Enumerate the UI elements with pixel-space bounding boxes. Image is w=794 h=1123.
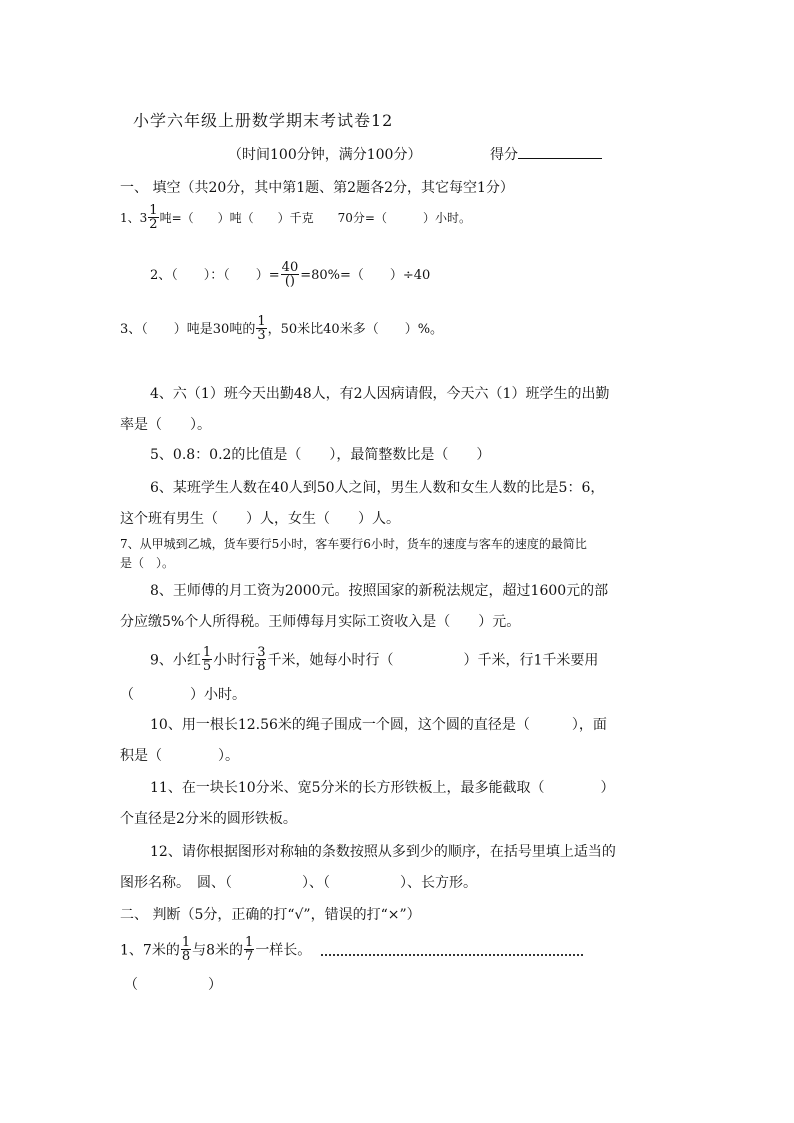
question-1-11-line2: 个直径是2分米的圆形铁板。 — [120, 811, 297, 827]
q3-part-b: ，50米比40米多（ ）%。 — [267, 322, 444, 337]
q2-1-part-c: 一样长。 — [255, 942, 312, 959]
frac-numerator: 1 — [202, 645, 212, 660]
q9-part-b: 小时行 — [213, 652, 256, 669]
frac-denominator: 2 — [149, 217, 158, 232]
frac-denominator: 8 — [257, 659, 266, 674]
score-label: 得分 — [490, 147, 518, 163]
frac-denominator: 3 — [257, 328, 266, 343]
frac-denominator: 7 — [245, 949, 254, 964]
fraction-1-8 — [181, 936, 191, 963]
q1-rest: 吨=（ ）吨（ ）千克 70分=（ ）小时。 — [159, 211, 471, 225]
question-2-1-answer[interactable]: （ ） — [124, 977, 222, 993]
q2-part-a: 2、（ ）：（ ）= — [150, 268, 280, 283]
question-1-8-line2: 分应缴5%个人所得税。王师傅每月实际工资收入是（ ）元。 — [120, 614, 521, 630]
question-1-9 — [150, 647, 598, 674]
question-1-3 — [120, 316, 443, 343]
question-1-9-line2: （ ）小时。 — [120, 687, 246, 703]
question-1-6-line1: 6、某班学生人数在40人到50人之间，男生人数和女生人数的比是5：6， — [150, 480, 605, 496]
question-1-7-line2: 是（ ）。 — [120, 556, 175, 570]
frac-denominator: () — [281, 274, 300, 288]
dotted-leader — [321, 946, 583, 956]
frac-denominator: 8 — [181, 949, 191, 964]
fraction-1-3 — [256, 315, 266, 342]
question-1-12-line1: 12、请你根据图形对称轴的条数按照从多到少的顺序，在括号里填上适当的 — [150, 844, 616, 860]
fraction-3-8 — [256, 646, 266, 673]
frac-numerator: 3 — [257, 645, 266, 660]
frac-numerator: 1 — [181, 935, 191, 950]
frac-numerator: 40 — [281, 260, 299, 275]
score-blank[interactable] — [518, 145, 602, 159]
question-1-4-line2: 率是（ ）。 — [120, 417, 211, 433]
q2-part-b: =80%=（ ）÷40 — [300, 268, 431, 283]
q2-1-part-a: 1、7米的 — [120, 942, 180, 959]
question-1-10-line1: 10、用一根长12.56米的绳子围成一个圆，这个圆的直径是（ ），面 — [150, 717, 607, 733]
question-1-11-line1: 11、在一块长10分米、宽5分米的长方形铁板上，最多能截取（ ） — [150, 780, 615, 796]
q1-prefix: 1、 — [120, 211, 140, 225]
q9-part-a: 9、小红 — [150, 652, 201, 669]
question-1-5: 5、0.8：0.2的比值是（ ），最简整数比是（ ） — [150, 447, 491, 463]
question-1-2 — [150, 262, 430, 289]
fraction-40 — [281, 261, 300, 288]
question-2-1 — [120, 937, 583, 964]
frac-denominator: 5 — [202, 659, 212, 674]
fraction-1-7 — [244, 936, 254, 963]
frac-numerator: 1 — [257, 314, 266, 329]
question-1-7-line1: 7、从甲城到乙城，货车要行5小时，客车要行6小时，货车的速度与客车的速度的最简比 — [120, 537, 587, 551]
q1-whole: 3 — [139, 211, 148, 225]
question-1-6-line2: 这个班有男生（ ）人，女生（ ）人。 — [120, 511, 400, 527]
frac-numerator: 1 — [245, 935, 254, 950]
q3-part-a: 3、（ ）吨是30吨的 — [120, 322, 256, 337]
question-1-12-line2: 图形名称。 圆、（ ）、（ ）、长方形。 — [120, 875, 477, 891]
fraction-1-5 — [202, 646, 212, 673]
question-1-4-line1: 4、六（1）班今天出勤48人，有2人因病请假，今天六（1）班学生的出勤 — [150, 386, 610, 402]
section2-heading: 二、 判断（5分，正确的打“√”，错误的打“×”） — [120, 907, 421, 923]
q2-1-part-b: 与8米的 — [192, 942, 244, 959]
score-field — [490, 144, 602, 164]
question-1-1 — [120, 205, 471, 232]
question-1-8-line1: 8、王师傅的月工资为2000元。按照国家的新税法规定，超过1600元的部 — [150, 583, 609, 599]
section1-heading: 一、 填空（共20分，其中第1题、第2题各2分，其它每空1分） — [120, 180, 514, 196]
q9-part-c: 千米，她每小时行（ ）千米，行1千米要用 — [267, 652, 599, 669]
frac-numerator: 1 — [149, 203, 158, 218]
exam-subtitle: （时间100分钟，满分100分） — [228, 147, 422, 163]
fraction-1-2 — [148, 204, 158, 231]
question-1-10-line2: 积是（ ）。 — [120, 748, 239, 764]
page-title: 小学六年级上册数学期末考试卷12 — [133, 111, 394, 130]
